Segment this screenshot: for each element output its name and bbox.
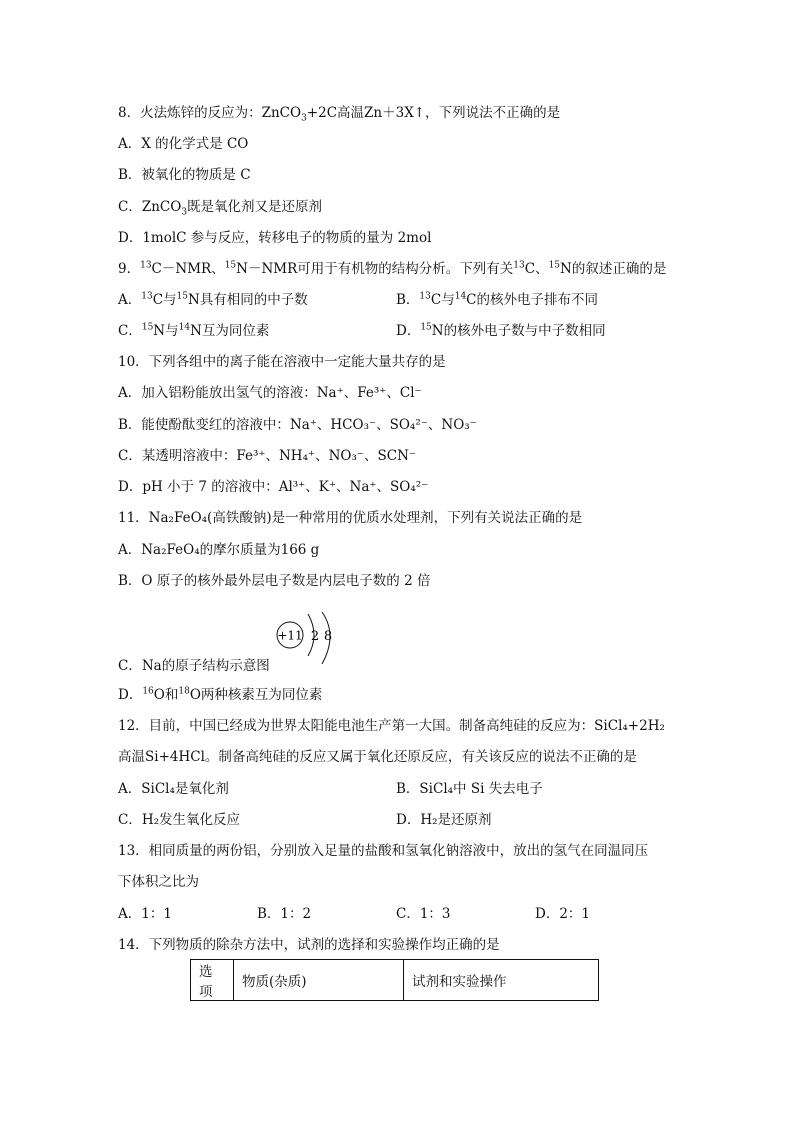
text: C的核外电子排布不同 <box>466 292 599 308</box>
superscript: 18 <box>178 686 190 697</box>
q9-stem <box>118 260 666 278</box>
text: D． <box>118 687 143 703</box>
q13-option-c: C．1：3 <box>396 906 451 922</box>
superscript: 13 <box>513 260 525 271</box>
text: N的叙述正确的是 <box>560 261 667 277</box>
shell-2-electrons: 8 <box>323 629 333 644</box>
superscript: 15 <box>420 322 432 333</box>
na-atom-structure-diagram <box>270 610 342 672</box>
q8-stem <box>118 104 560 122</box>
text: O两种核素互为同位素 <box>189 687 323 703</box>
q12-option-c: C．H₂发生氧化反应 <box>118 812 241 828</box>
q13-stem-line2: 下体积之比为 <box>118 874 199 890</box>
superscript: 15 <box>141 322 154 333</box>
q8-option-d: D．1molC 参与反应，转移电子的物质的量为 2mol <box>118 230 432 246</box>
text: 9． <box>118 261 141 277</box>
q9-option-b <box>396 291 598 309</box>
q9-option-d <box>396 322 606 340</box>
q12-option-d: D．H₂是还原剂 <box>396 812 492 828</box>
q11-option-b: B．O 原子的核外最外层电子数是内层电子数的 2 倍 <box>118 573 431 589</box>
superscript: 14 <box>454 291 467 302</box>
q11-option-a: A．Na₂FeO₄的摩尔质量为166 g <box>118 542 320 558</box>
superscript: 15 <box>224 260 237 271</box>
q8-option-b: B．被氧化的物质是 C <box>118 167 251 183</box>
q10-option-b: B．能使酚酞变红的溶液中：Na⁺、HCO₃⁻、SO₄²⁻、NO₃⁻ <box>118 417 477 433</box>
q11-option-d <box>118 686 322 704</box>
text: A． <box>118 292 142 308</box>
q9-option-a <box>118 291 308 309</box>
shell-1-electrons: 2 <box>310 629 320 644</box>
atom-diagram-svg <box>270 610 342 672</box>
text: C、 <box>524 261 549 277</box>
q13-option-b: B．1：2 <box>257 906 312 922</box>
text: N具有相同的中子数 <box>188 292 308 308</box>
q8-option-c <box>118 198 322 216</box>
q11-stem: 11．Na₂FeO₄(高铁酸钠)是一种常用的优质水处理剂，下列有关说法正确的是 <box>118 510 583 526</box>
q10-option-d: D．pH 小于 7 的溶液中：Al³⁺、K⁺、Na⁺、SO₄²⁻ <box>118 479 429 495</box>
q13-stem-line1: 13．相同质量的两份铝，分别放入足量的盐酸和氢氧化钠溶液中，放出的氢气在同温同压 <box>118 843 649 859</box>
text: C与 <box>430 292 455 308</box>
text: O和 <box>153 687 179 703</box>
q9-option-c <box>118 322 269 340</box>
table-header-cell: 物质(杂质) <box>234 960 404 1001</box>
superscript: 13 <box>140 260 152 271</box>
q10-stem: 10．下列各组中的离子能在溶液中一定能大量共存的是 <box>118 354 446 370</box>
q12-option-a: A．SiCl₄是氧化剂 <box>118 781 229 797</box>
q12-option-b: B．SiCl₄中 Si 失去电子 <box>396 781 543 797</box>
text: B． <box>396 292 420 308</box>
superscript: 13 <box>141 291 153 302</box>
q8-option-c-part: C．ZnCO <box>118 199 182 215</box>
text: C－NMR、 <box>151 261 225 277</box>
text: D． <box>396 323 421 339</box>
text: N与 <box>153 323 179 339</box>
superscript: 13 <box>419 291 431 302</box>
q10-option-c: C．某透明溶液中：Fe³⁺、NH₄⁺、NO₃⁻、SCN⁻ <box>118 448 417 464</box>
text: N－NMR可用于有机物的结构分析。下列有关 <box>236 261 514 277</box>
superscript: 15 <box>548 260 561 271</box>
q10-option-a: A．加入铝粉能放出氢气的溶液：Na⁺、Fe³⁺、Cl⁻ <box>118 385 422 401</box>
subscript: 3 <box>301 113 307 124</box>
q11-option-c: C．Na的原子结构示意图 <box>118 658 270 674</box>
text: C． <box>118 323 142 339</box>
nucleus-charge: +11 <box>277 628 303 643</box>
q13-option-a: A．1：1 <box>118 906 172 922</box>
q8-stem-part: 8．火法炼锌的反应为：ZnCO <box>118 105 302 121</box>
q8-option-a: A．X 的化学式是 CO <box>118 136 249 152</box>
superscript: 14 <box>178 322 191 333</box>
subscript: 3 <box>181 207 188 218</box>
table-header-cell: 试剂和实验操作 <box>404 960 599 1001</box>
q14-stem: 14．下列物质的除杂方法中，试剂的选择和实验操作均正确的是 <box>118 937 500 953</box>
text: N互为同位素 <box>190 323 270 339</box>
q12-stem-line1: 12．目前，中国已经成为世界太阳能电池生产第一大国。制备高纯硅的反应为：SiCl₄+2H₂ <box>118 718 665 734</box>
q13-option-d: D．2：1 <box>535 906 591 922</box>
superscript: 15 <box>176 291 188 302</box>
text: C与 <box>152 292 177 308</box>
q8-option-c-part: 既是氧化剂又是还原剂 <box>187 199 323 215</box>
text: N的核外电子数与中子数相同 <box>431 323 606 339</box>
q12-stem-line2: 高温Si+4HCl。制备高纯硅的反应又属于氧化还原反应，有关该反应的说法不正确的是 <box>118 749 637 765</box>
q14-table <box>190 959 599 1001</box>
superscript: 16 <box>142 686 154 697</box>
q8-stem-part: +2C高温Zn＋3X↑，下列说法不正确的是 <box>306 105 561 121</box>
table-header-row <box>191 960 599 1001</box>
table-header-cell: 选项 <box>191 960 234 1001</box>
